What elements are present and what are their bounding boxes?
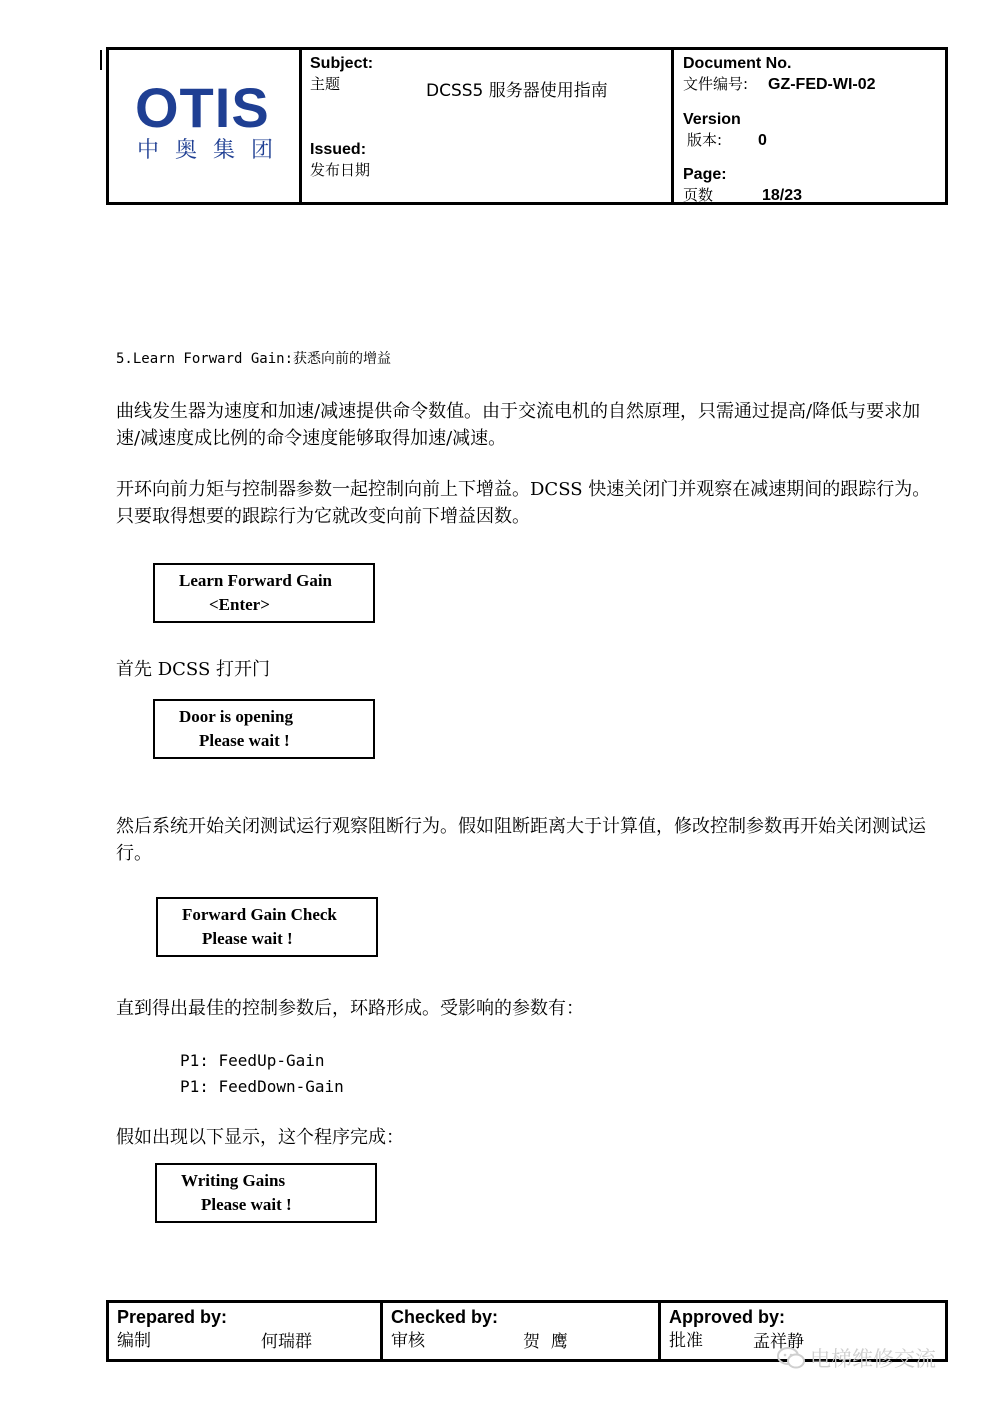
page-label: Page: <box>683 166 727 183</box>
lcd-display-learn-forward-gain <box>153 563 375 623</box>
text-cursor <box>100 50 102 70</box>
lcd-display-door-opening <box>153 699 375 759</box>
lcd-display-forward-gain-check <box>156 897 378 957</box>
page-value: 18/23 <box>762 187 803 204</box>
subject-value: DCSS5 服务器使用指南 <box>426 81 608 101</box>
parameter-feeddown-gain: P1: FeedDown-Gain <box>180 1077 344 1096</box>
prepared-cell <box>109 1303 383 1359</box>
version-label: Version <box>683 111 741 128</box>
lcd-line-2: Please wait ! <box>202 929 293 948</box>
approved-cn-label: 批准 <box>669 1331 703 1351</box>
checked-cell <box>383 1303 661 1359</box>
checked-name: 贺 鹰 <box>523 1332 568 1352</box>
version-cn-label: 版本: <box>687 131 723 149</box>
document-header <box>106 47 948 205</box>
otis-logo: OTIS <box>135 76 270 139</box>
prepared-label: Prepared by: <box>117 1307 228 1327</box>
watermark-text: 电梯维修交流 <box>810 1347 936 1371</box>
logo-chinese-name: 中奥集团 <box>137 138 290 163</box>
paragraph-1: 曲线发生器为速度和加速/减速提供命令数值。由于交流电机的自然原理，只需通过提高/降低与要求加速/减速度成比例的命令速度能够取得加速/减速。 <box>116 401 921 449</box>
checked-cn-label: 审核 <box>391 1331 425 1351</box>
subject-label: Subject: <box>310 55 374 72</box>
issued-label: Issued: <box>310 141 367 158</box>
prepared-name: 何瑞群 <box>261 1332 312 1352</box>
subject-cell <box>302 50 674 202</box>
checked-label: Checked by: <box>391 1307 499 1327</box>
lcd-line-1: Writing Gains <box>181 1171 286 1190</box>
docno-label: Document No. <box>683 55 792 72</box>
logo-cell <box>109 50 302 202</box>
subject-cn-label: 主题 <box>310 75 341 93</box>
lcd-line-2: Please wait ! <box>199 731 290 750</box>
section-title: 5.Learn Forward Gain:获悉向前的增益 <box>116 351 392 367</box>
docno-cn-label: 文件编号: <box>683 75 749 93</box>
docno-value: GZ-FED-WI-02 <box>768 76 876 93</box>
version-value: 0 <box>758 132 767 149</box>
docinfo-cell <box>674 50 945 202</box>
paragraph-2: 开环向前力矩与控制器参数一起控制向前上下增益。DCSS 快速关闭门并观察在减速期间的跟踪行为。只要取得想要的跟踪行为它就改变向前下增益因数。 <box>116 479 931 527</box>
parameter-feedup-gain: P1: FeedUp-Gain <box>180 1051 325 1070</box>
lcd-line-2: <Enter> <box>209 595 270 614</box>
lcd-line-2: Please wait ! <box>201 1195 292 1214</box>
watermark <box>776 1346 936 1374</box>
paragraph-6: 假如出现以下显示，这个程序完成： <box>116 1127 404 1148</box>
lcd-line-1: Learn Forward Gain <box>179 571 332 590</box>
page-cn-label: 页数 <box>683 186 714 204</box>
paragraph-5: 直到得出最佳的控制参数后，环路形成。受影响的参数有： <box>116 998 584 1019</box>
lcd-line-1: Forward Gain Check <box>182 905 337 924</box>
approved-name: 孟祥静 <box>753 1332 804 1352</box>
paragraph-3: 首先 DCSS 打开门 <box>116 659 270 680</box>
paragraph-4: 然后系统开始关闭测试运行观察阻断行为。假如阻断距离大于计算值，修改控制参数再开始关闭测试运行。 <box>116 816 926 864</box>
issued-cn-label: 发布日期 <box>310 161 371 179</box>
approved-label: Approved by: <box>669 1307 786 1327</box>
chat-bubble-icon <box>776 1346 806 1374</box>
prepared-cn-label: 编制 <box>117 1331 151 1351</box>
lcd-line-1: Door is opening <box>179 707 293 726</box>
lcd-display-writing-gains <box>155 1163 377 1223</box>
